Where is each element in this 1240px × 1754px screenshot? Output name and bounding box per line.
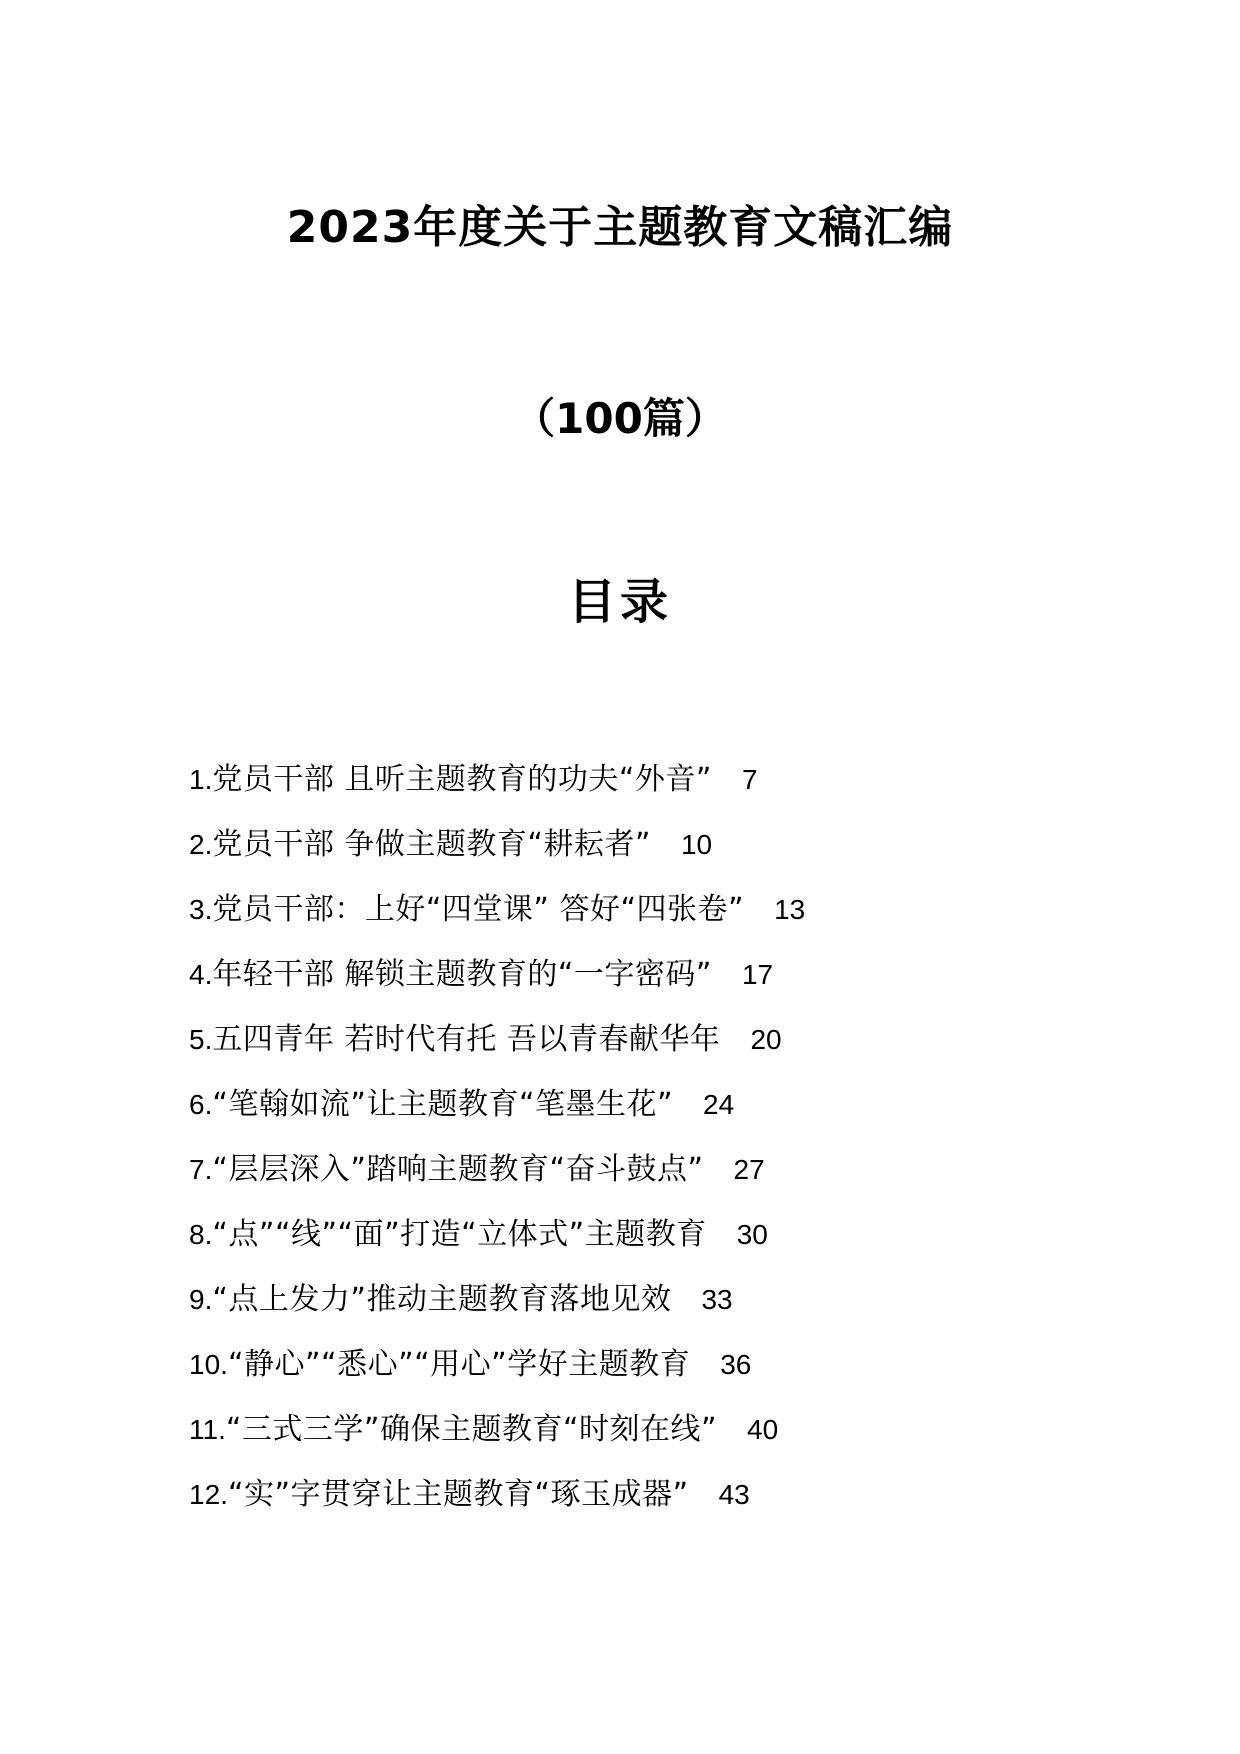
toc-entry-title: 年轻干部 解锁主题教育的“一字密码” [212, 957, 712, 992]
toc-entry[interactable] [189, 1083, 805, 1148]
toc-entry-page: 40 [747, 1414, 779, 1445]
document-subtitle: （100篇） [513, 394, 727, 443]
toc-entry-title: “静心”“悉心”“用心”学好主题教育 [227, 1347, 691, 1382]
table-of-contents [189, 758, 805, 1538]
toc-entry[interactable] [189, 888, 805, 953]
toc-entry[interactable] [189, 1408, 805, 1473]
toc-entry-number: 2. [189, 829, 213, 860]
toc-entry-title: “笔翰如流”让主题教育“笔墨生花” [212, 1087, 674, 1122]
toc-entry[interactable] [189, 1278, 805, 1343]
toc-entry-title: 党员干部 争做主题教育“耕耘者” [212, 827, 651, 862]
toc-entry[interactable] [189, 1018, 805, 1083]
toc-entry-number: 3. [189, 894, 213, 925]
toc-entry-title: “实”字贯穿让主题教育“琢玉成器” [227, 1477, 689, 1512]
toc-entry-page: 43 [718, 1479, 750, 1510]
document-title: 2023年度关于主题教育文稿汇编 [286, 202, 954, 253]
toc-entry[interactable] [189, 1473, 805, 1538]
toc-entry-title: “点上发力”推动主题教育落地见效 [212, 1282, 672, 1317]
toc-entry-number: 10. [189, 1349, 228, 1380]
toc-entry[interactable] [189, 1343, 805, 1408]
toc-entry-number: 1. [189, 764, 213, 795]
toc-entry-page: 13 [774, 894, 806, 925]
toc-entry-page: 33 [701, 1284, 733, 1315]
toc-entry[interactable] [189, 1213, 805, 1278]
toc-heading: 目录 [567, 574, 672, 630]
toc-entry-page: 24 [703, 1089, 735, 1120]
toc-entry-title: “点”“线”“面”打造“立体式”主题教育 [212, 1217, 707, 1252]
toc-entry-number: 12. [189, 1479, 228, 1510]
toc-entry-number: 7. [189, 1154, 213, 1185]
toc-entry-title: “层层深入”踏响主题教育“奋斗鼓点” [212, 1152, 704, 1187]
toc-entry-number: 4. [189, 959, 213, 990]
toc-entry-page: 30 [736, 1219, 768, 1250]
toc-entry-number: 5. [189, 1024, 213, 1055]
toc-entry-page: 36 [720, 1349, 752, 1380]
toc-entry[interactable] [189, 823, 805, 888]
toc-entry-title: 党员干部：上好“四堂课” 答好“四张卷” [212, 892, 745, 927]
toc-entry-page: 17 [741, 959, 774, 990]
toc-entry-number: 9. [189, 1284, 213, 1315]
toc-entry-page: 20 [750, 1024, 782, 1055]
toc-entry-page: 10 [680, 829, 713, 860]
toc-entry-title: 党员干部 且听主题教育的功夫“外音” [212, 762, 712, 797]
toc-entry-title: “三式三学”确保主题教育“时刻在线” [225, 1412, 718, 1447]
toc-entry-number: 6. [189, 1089, 213, 1120]
toc-entry-page: 7 [741, 764, 758, 795]
toc-entry-title: 五四青年 若时代有托 吾以青春献华年 [212, 1022, 721, 1057]
toc-entry[interactable] [189, 953, 805, 1018]
toc-entry-page: 27 [733, 1154, 765, 1185]
toc-entry-number: 11. [189, 1414, 226, 1445]
toc-entry-number: 8. [189, 1219, 213, 1250]
toc-entry[interactable] [189, 1148, 805, 1213]
toc-entry[interactable] [189, 758, 805, 823]
